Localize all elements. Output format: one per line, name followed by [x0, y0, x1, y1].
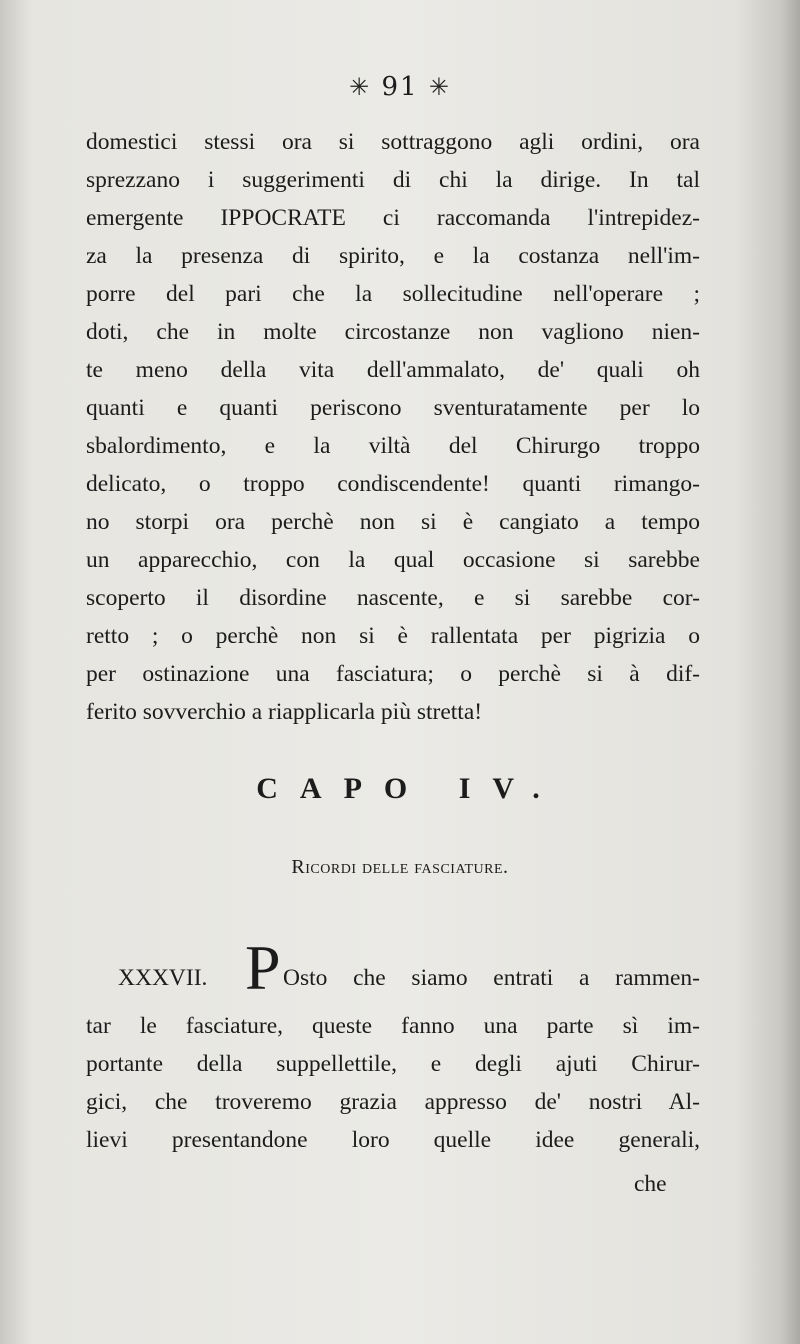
- page-header: [0, 72, 800, 102]
- catchword: che: [634, 1171, 667, 1197]
- text-line: retto ; o perchè non si è rallentata per pigrizia o: [86, 623, 700, 649]
- paragraph-number: XXXVII.: [118, 965, 208, 991]
- text-line: portante della suppellettile, e degli ajuti Chirur-: [86, 1051, 700, 1077]
- drop-cap: P: [245, 932, 281, 1003]
- text-line: emergente IPPOCRATE ci raccomanda l'intrepidez-: [86, 205, 700, 231]
- text-line: za la presenza di spirito, e la costanza nell'im-: [86, 243, 700, 269]
- text-line: porre del pari che la sollecitudine nell'operare ;: [86, 281, 700, 307]
- chapter-heading: CAPO IV.: [256, 772, 562, 805]
- text-line: sprezzano i suggerimenti di chi la dirige. In tal: [86, 167, 700, 193]
- asterisk-ornament-left-icon: ✳: [349, 73, 372, 101]
- text-line: per ostinazione una fasciatura; o perchè si à dif-: [86, 661, 700, 687]
- chapter-subtitle: Ricordi delle fasciature.: [291, 856, 509, 878]
- text-line: gici, che troveremo grazia appresso de' nostri Al-: [86, 1089, 700, 1115]
- text-line: domestici stessi ora si sottraggono agli ordini, ora: [86, 129, 700, 155]
- text-line: Osto che siamo entrati a rammen-: [283, 965, 700, 991]
- text-line: doti, che in molte circostanze non vagliono nien-: [86, 319, 700, 345]
- text-line: ferito sovverchio a riapplicarla più stretta!: [86, 699, 483, 725]
- text-line: delicato, o troppo condiscendente! quanti rimango-: [86, 471, 700, 497]
- text-line: tar le fasciature, queste fanno una parte sì im-: [86, 1013, 700, 1039]
- text-line: un apparecchio, con la qual occasione si sarebbe: [86, 547, 700, 573]
- page-number: 91: [381, 72, 419, 102]
- text-line: lievi presentandone loro quelle idee generali,: [86, 1127, 700, 1153]
- page-edge-shadow: [780, 0, 800, 1344]
- asterisk-ornament-right-icon: ✳: [428, 73, 451, 101]
- text-line: sbalordimento, e la viltà del Chirurgo troppo: [86, 433, 700, 459]
- text-line: no storpi ora perchè non si è cangiato a tempo: [86, 509, 700, 535]
- text-line: te meno della vita dell'ammalato, de' quali oh: [86, 357, 700, 383]
- text-line: scoperto il disordine nascente, e si sarebbe cor-: [86, 585, 700, 611]
- text-line: quanti e quanti periscono sventuratamente per lo: [86, 395, 700, 421]
